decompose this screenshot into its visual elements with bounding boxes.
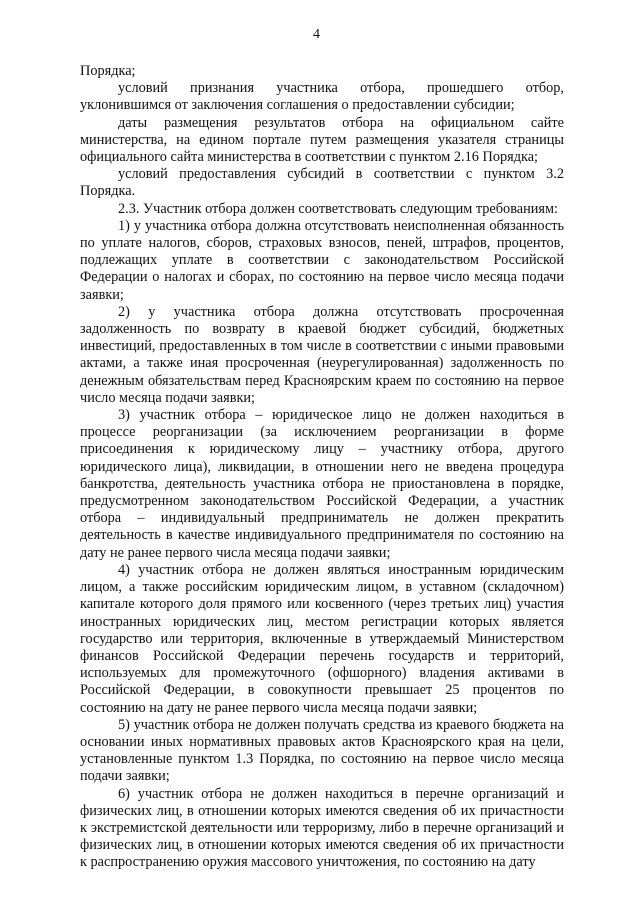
paragraph: Порядка; (80, 63, 136, 79)
paragraph: 5) участник отбора не должен получать средства из краевого бюджета на основании иных нормативных правовых актов Красноярского края на цели, установленные пунктом 1.3 Порядка, по состоянию на первое число месяца подачи заявки; (80, 716, 564, 785)
document-body (80, 63, 564, 872)
paragraph: 1) у участника отбора должна отсутствовать неисполненная обязанность по уплате налогов, сборов, страховых взносов, пеней, штрафов, процентов, подлежащих уплате в соответствии с законодательством Российской Федерации о налогах и сборах, по состоянию на первое число месяца подачи заявки; (80, 217, 564, 303)
paragraph: условий признания участника отбора, прошедшего отбор, уклонившимся от заключения соглашения о предоставлении субсидии; (80, 80, 564, 114)
paragraph: 4) участник отбора не должен являться иностранным юридическим лицом, а также российским юридическим лицом, в уставном (складочном) капитале которого доля прямого или косвенного (через третьих лиц) участия иностранных юридических лиц, местом регистрации которых является государство или территория, включенные в утверждаемый Министерством финансов Российской Федерации перечень государств и территорий, используемых для промежуточного (офшорного) владения активами в Российской Федерации, в совокупности превышает 25 процентов по состоянию на дату не ранее первого числа месяца подачи заявки; (80, 561, 564, 716)
paragraph: даты размещения результатов отбора на официальном сайте министерства, на едином портале путем размещения указателя страницы официального сайта министерства в соответствии с пунктом 2.16 Порядка; (80, 114, 564, 166)
paragraph: 6) участник отбора не должен находиться в перечне организаций и физических лиц, в отношении которых имеются сведения об их причастности к экстремистской деятельности или терроризму, либо в перечне организаций и физических лиц, в отношении которых имеются сведения об их причастности к распространению оружия массового уничтожения, по состоянию на дату (80, 785, 564, 871)
paragraph: 2) у участника отбора должна отсутствовать просроченная задолженность по возврату в краевой бюджет субсидий, бюджетных инвестиций, предоставленных в том числе в соответствии с иными правовыми актами, а также иная просроченная (неурегулированная) задолженность по денежным обязательствам перед Красноярским краем по состоянию на первое число месяца подачи заявки; (80, 303, 564, 406)
paragraph: условий предоставления субсидий в соответствии с пунктом 3.2 Порядка. (80, 166, 564, 200)
paragraph: 3) участник отбора – юридическое лицо не должен находиться в процессе реорганизации (за исключением реорганизации в форме присоединения к юридическому лицу – участнику отбора, другого юридического лица), ликвидации, в отношении него не введена процедура банкротства, деятельность участника отбора не приостановлена в порядке, предусмотренном законодательством Российской Федерации, а участник отбора – индивидуальный предприниматель не должен прекратить деятельность в качестве индивидуального предпринимателя по состоянию на дату не ранее первого числа месяца подачи заявки; (80, 407, 564, 561)
page-number: 4 (313, 27, 320, 42)
paragraph: 2.3. Участник отбора должен соответствовать следующим требованиям: (118, 200, 558, 217)
